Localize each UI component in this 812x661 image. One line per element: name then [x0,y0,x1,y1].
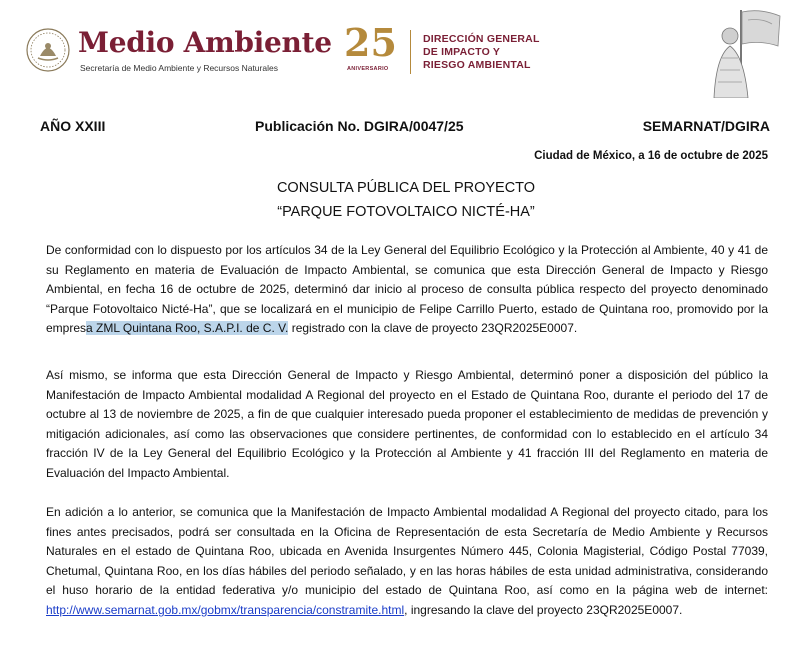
anniversary-number: 25 [344,20,397,65]
department-line: DIRECCIÓN GENERAL [423,33,540,45]
paragraph-3 [46,503,768,621]
document-title-line1: CONSULTA PÚBLICA DEL PROYECTO [276,180,536,196]
anniversary-label: ANIVERSARIO [347,66,389,72]
publication-number: Publicación No. DGIRA/0047/25 [255,118,464,134]
paragraph-2-text: Así mismo, se informa que esta Dirección General de Impacto y Riesgo Ambiental, determinó poner a disposición del público la Manifestación de Impacto Ambiental modalidad A Regional del proyecto en el Estado de Quintana Roo, durante el periodo del 17 de octubre al 13 de noviembre de 2025, a fin de que cualquier interesado pueda proponer el establecimiento de medidas de prevención y mitigación adicionales, así como las observaciones que considere pertinentes, de conformidad con lo establecido en el artículo 34 fracción IV de la Ley General del Equilibrio Ecológico y la Protección al Ambiente y 41 fracción III del Reglamento en materia de Evaluación del Impacto Ambiental. [46,368,768,480]
department-line: DE IMPACTO Y [423,46,501,58]
department-line: RIESGO AMBIENTAL [423,59,531,71]
paragraph-2 [46,366,768,484]
agency-label: SEMARNAT/DGIRA [642,118,770,134]
year-label: AÑO XXIII [40,118,106,134]
historical-figure-with-flag-icon [700,6,786,98]
highlighted-company-name: a ZML Quintana Roo, S.A.P.I. de C. V. [86,321,289,336]
paragraph-3-text: En adición a lo anterior, se comunica que la Manifestación de Impacto Ambiental modalidad A Regional del proyecto citado, para los fines antes precisados, podrá ser consultada en la Oficina de Representación de esta Secretaría de Medio Ambiente y Recursos Naturales en el estado de Quintana Roo, ubicada en Avenida Insurgentes Número 445, Colonia Magisterial, Código Postal 77039, Chetumal, Quintana Roo, en los días hábiles del periodo señalado, y en las horas hábiles de esta unidad administrativa, considerando el huso horario de la entidad federativa y/o municipio del estado de Quintana Roo, así como en la página web de internet: [46,505,768,598]
mexico-seal-icon [26,28,70,72]
semarnat-link[interactable]: http://www.semarnat.gob.mx/gobmx/transparencia/constramite.html [46,602,405,617]
document-title-line2: “PARQUE FOTOVOLTAICO NICTÉ-HA” [277,204,535,220]
header-divider [410,30,411,74]
paragraph-3-text-end: , ingresando la clave del proyecto 23QR2025E0007. [404,602,683,617]
brand-subtitle: Secretaría de Medio Ambiente y Recursos Naturales [80,63,278,73]
document-date: Ciudad de México, a 16 de octubre de 2025 [534,150,768,162]
brand-title: Medio Ambiente [78,26,332,59]
department-name [423,33,540,72]
paragraph-1-text: De conformidad con lo dispuesto por los artículos 34 de la Ley General del Equilibrio Ecológico y la Protección al Ambiente, 40 y 41 de su Reglamento en materia de Evaluación de Impacto Ambiental, se comunica que esta Dirección General de Impacto y Riesgo Ambiental, en fecha 16 de octubre de 2025, determinó dar inicio al proceso de consulta pública respecto del proyecto denominado “Parque Fotovoltaico Nicté-Ha”, que se localizará en el municipio de Felipe Carrillo Puerto, estado de Quintana roo, promovido por la empres [46,243,768,336]
paragraph-1 [46,241,768,339]
anniversary-logo [344,20,404,76]
paragraph-1-text-end: registrado con la clave de proyecto 23QR2025E0007. [288,321,578,336]
letterhead [0,0,812,100]
